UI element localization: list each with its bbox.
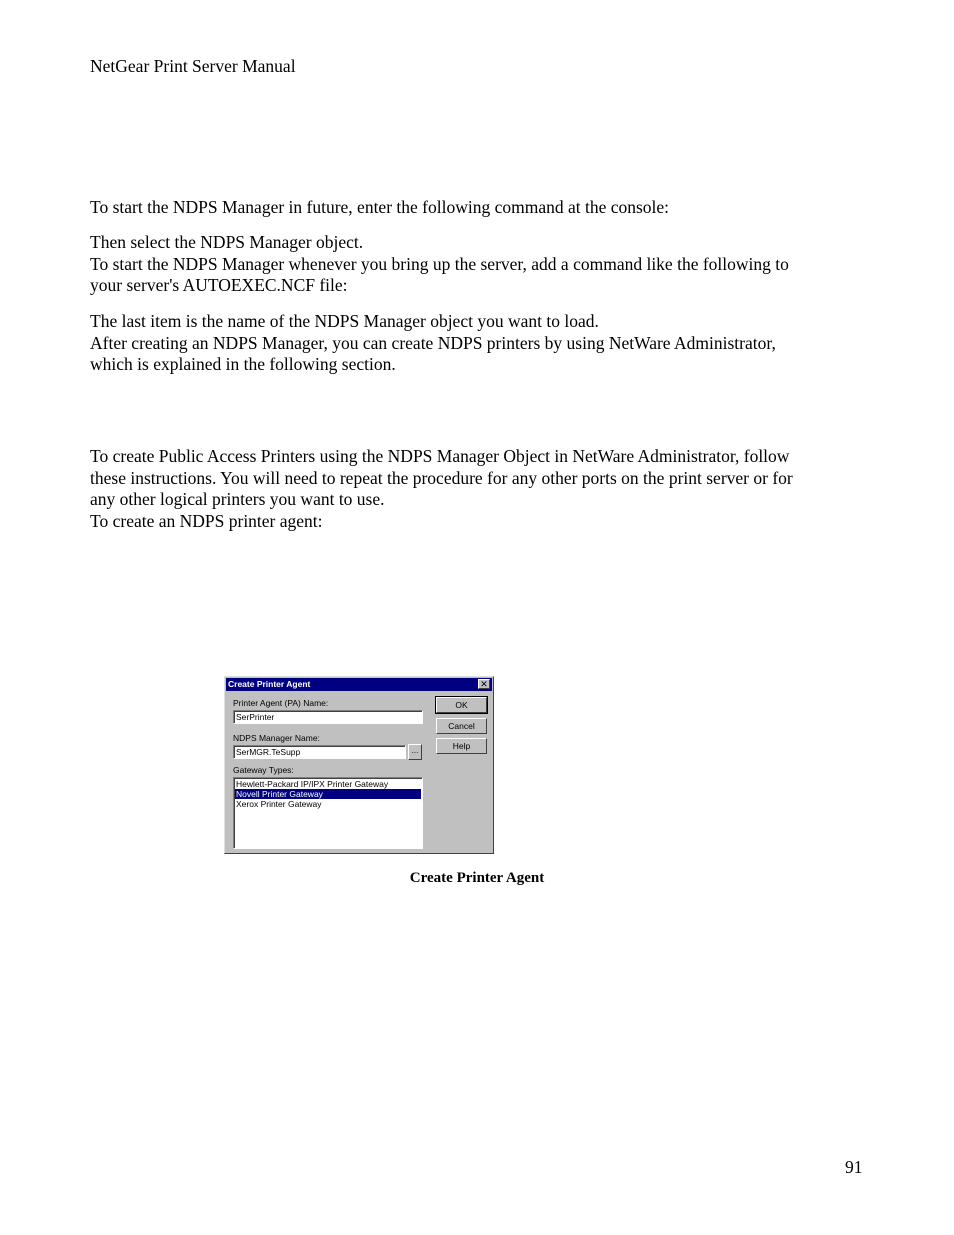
list-item[interactable]: Novell Printer Gateway xyxy=(235,789,421,799)
page-number: 91 xyxy=(845,1157,863,1177)
list-item[interactable]: Hewlett-Packard IP/IPX Printer Gateway xyxy=(236,779,389,789)
cancel-button[interactable]: Cancel xyxy=(436,718,487,734)
text-line: The last item is the name of the NDPS Manager object you want to load. xyxy=(90,311,599,331)
text-line: any other logical printers you want to use. xyxy=(90,489,385,509)
ok-button[interactable]: OK xyxy=(436,697,487,713)
text-line: To start the NDPS Manager in future, enter the following command at the console: xyxy=(90,197,670,217)
figure-caption: Create Printer Agent xyxy=(409,870,545,886)
text-line: your server's AUTOEXEC.NCF file: xyxy=(90,275,348,295)
agent-name-field[interactable]: SerPrinter xyxy=(233,710,423,724)
dialog-title: Create Printer Agent xyxy=(228,679,311,689)
text-line: After creating an NDPS Manager, you can create NDPS printers by using NetWare Administrator, xyxy=(90,332,776,353)
text-line: To start the NDPS Manager whenever you bring up the server, add a command like the following to xyxy=(90,253,789,274)
list-item[interactable]: Xerox Printer Gateway xyxy=(236,799,322,809)
paragraph-load-manager xyxy=(90,311,776,376)
manager-name-field[interactable]: SerMGR.TeSupp xyxy=(233,745,406,759)
agent-name-label: Printer Agent (PA) Name: xyxy=(233,698,329,708)
text-line: which is explained in the following section. xyxy=(90,354,396,374)
text-line: To create an NDPS printer agent: xyxy=(90,510,323,531)
paragraph-console-command xyxy=(90,197,669,219)
text-line: these instructions. You will need to repeat the procedure for any other ports on the print server or for xyxy=(90,467,793,488)
paragraph-public-access xyxy=(90,446,793,532)
paragraph-autoexec xyxy=(90,232,789,297)
page-header: NetGear Print Server Manual xyxy=(90,56,296,76)
dialog-titlebar xyxy=(226,678,492,691)
text-line: To create Public Access Printers using the NDPS Manager Object in NetWare Administrator, follow xyxy=(90,446,790,466)
text-line: Then select the NDPS Manager object. xyxy=(90,232,364,252)
gateway-types-label: Gateway Types: xyxy=(233,765,294,775)
close-button[interactable] xyxy=(478,679,490,689)
browse-button[interactable]: ... xyxy=(408,744,422,760)
manager-name-label: NDPS Manager Name: xyxy=(233,733,320,743)
gateway-types-listbox[interactable] xyxy=(233,777,423,849)
close-icon: ✕ xyxy=(480,679,488,689)
create-printer-agent-dialog xyxy=(224,676,494,854)
help-button[interactable]: Help xyxy=(436,738,487,754)
